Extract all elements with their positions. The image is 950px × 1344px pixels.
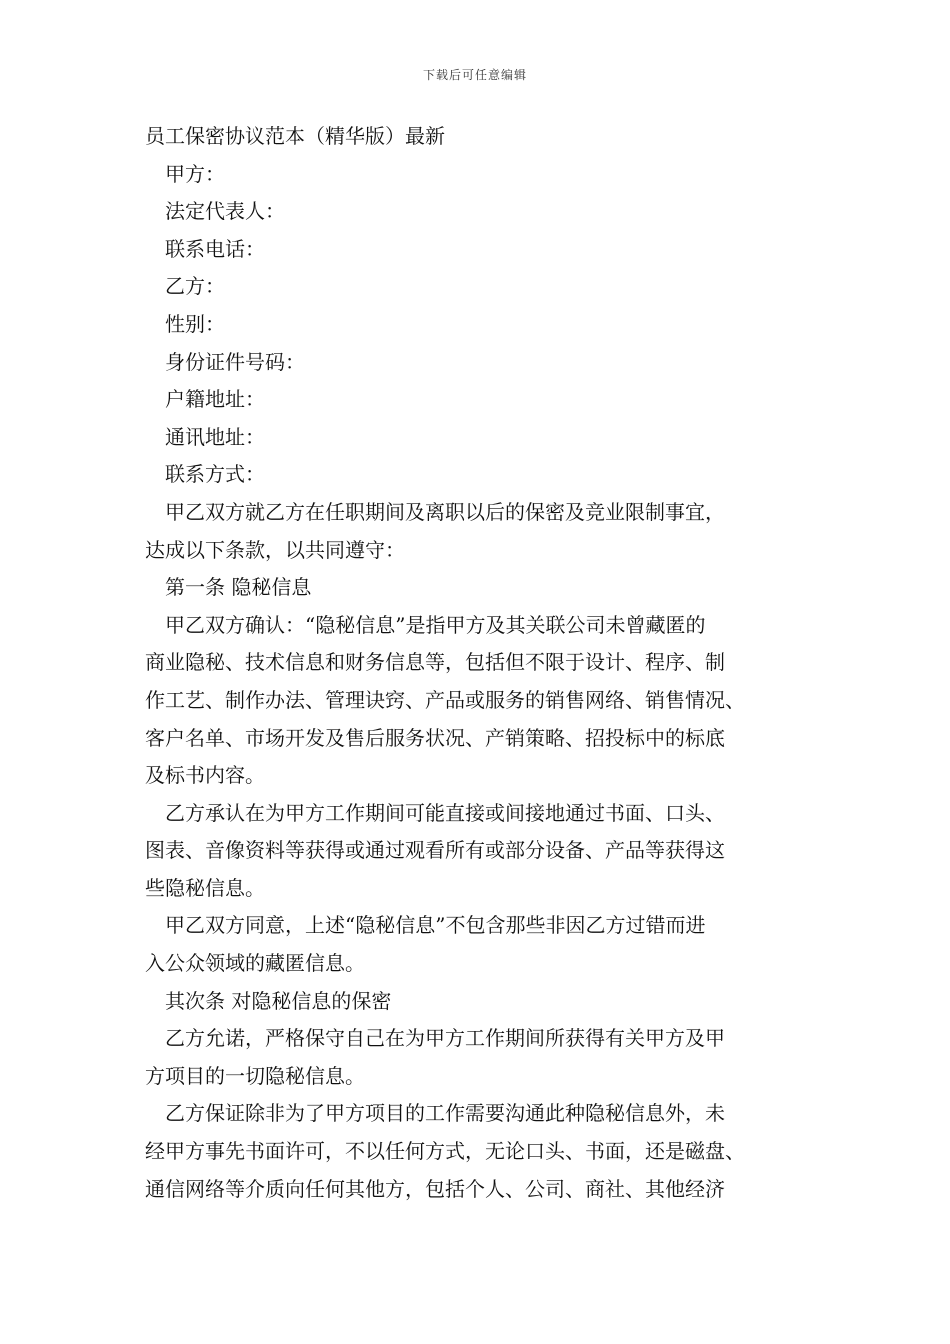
field-household-address: 户籍地址： (165, 387, 265, 412)
paragraph-line: 通信网络等介质向任何其他方，包括个人、公司、商社、其他经济 (145, 1176, 725, 1201)
paragraph-line: 及标书内容。 (145, 763, 265, 788)
document-title: 员工保密协议范本（精华版）最新 (145, 124, 445, 148)
paragraph-line: 图表、音像资料等获得或通过观看所有或部分设备、产品等获得这 (145, 838, 725, 863)
field-legal-rep: 法定代表人： (165, 199, 285, 224)
paragraph-line: 些隐秘信息。 (145, 875, 265, 900)
paragraph-line: 客户名单、市场开发及售后服务状况、产销策略、招投标中的标底 (145, 725, 725, 750)
field-party-b: 乙方： (165, 274, 225, 299)
paragraph-line: 甲乙双方确认：“隐秘信息”是指甲方及其关联公司未曾藏匿的 (165, 612, 706, 637)
field-mailing-address: 通讯地址： (165, 424, 265, 449)
paragraph-line: 入公众领域的藏匿信息。 (145, 951, 365, 976)
paragraph-line: 商业隐秘、技术信息和财务信息等，包括但不限于设计、程序、制 (145, 650, 725, 675)
page-header: 下载后可任意编辑 (422, 68, 527, 82)
document-body (145, 118, 825, 1208)
field-party-a: 甲方： (165, 161, 225, 186)
paragraph-line: 甲乙双方同意，上述“隐秘信息”不包含那些非因乙方过错而进 (165, 913, 706, 938)
paragraph-line: 乙方承认在为甲方工作期间可能直接或间接地通过书面、口头、 (165, 800, 725, 825)
intro-line: 达成以下条款，以共同遵守： (145, 537, 405, 562)
intro-line: 甲乙双方就乙方在任职期间及离职以后的保密及竞业限制事宜， (165, 499, 725, 524)
paragraph-line: 经甲方事先书面许可，不以任何方式，无论口头、书面，还是磁盘、 (145, 1139, 745, 1164)
paragraph-line: 乙方允诺，严格保守自己在为甲方工作期间所获得有关甲方及甲 (165, 1026, 725, 1051)
field-phone: 联系电话： (165, 236, 265, 261)
paragraph-line: 方项目的一切隐秘信息。 (145, 1063, 365, 1088)
paragraph-line: 作工艺、制作办法、管理诀窍、产品或服务的销售网络、销售情况、 (145, 687, 745, 712)
article-2-heading: 其次条 对隐秘信息的保密 (165, 988, 392, 1013)
paragraph-line: 乙方保证除非为了甲方项目的工作需要沟通此种隐秘信息外，未 (165, 1101, 725, 1126)
field-gender: 性别： (165, 311, 225, 336)
article-1-heading: 第一条 隐秘信息 (165, 575, 312, 600)
field-id-number: 身份证件号码： (165, 349, 305, 374)
field-contact: 联系方式： (165, 462, 265, 487)
